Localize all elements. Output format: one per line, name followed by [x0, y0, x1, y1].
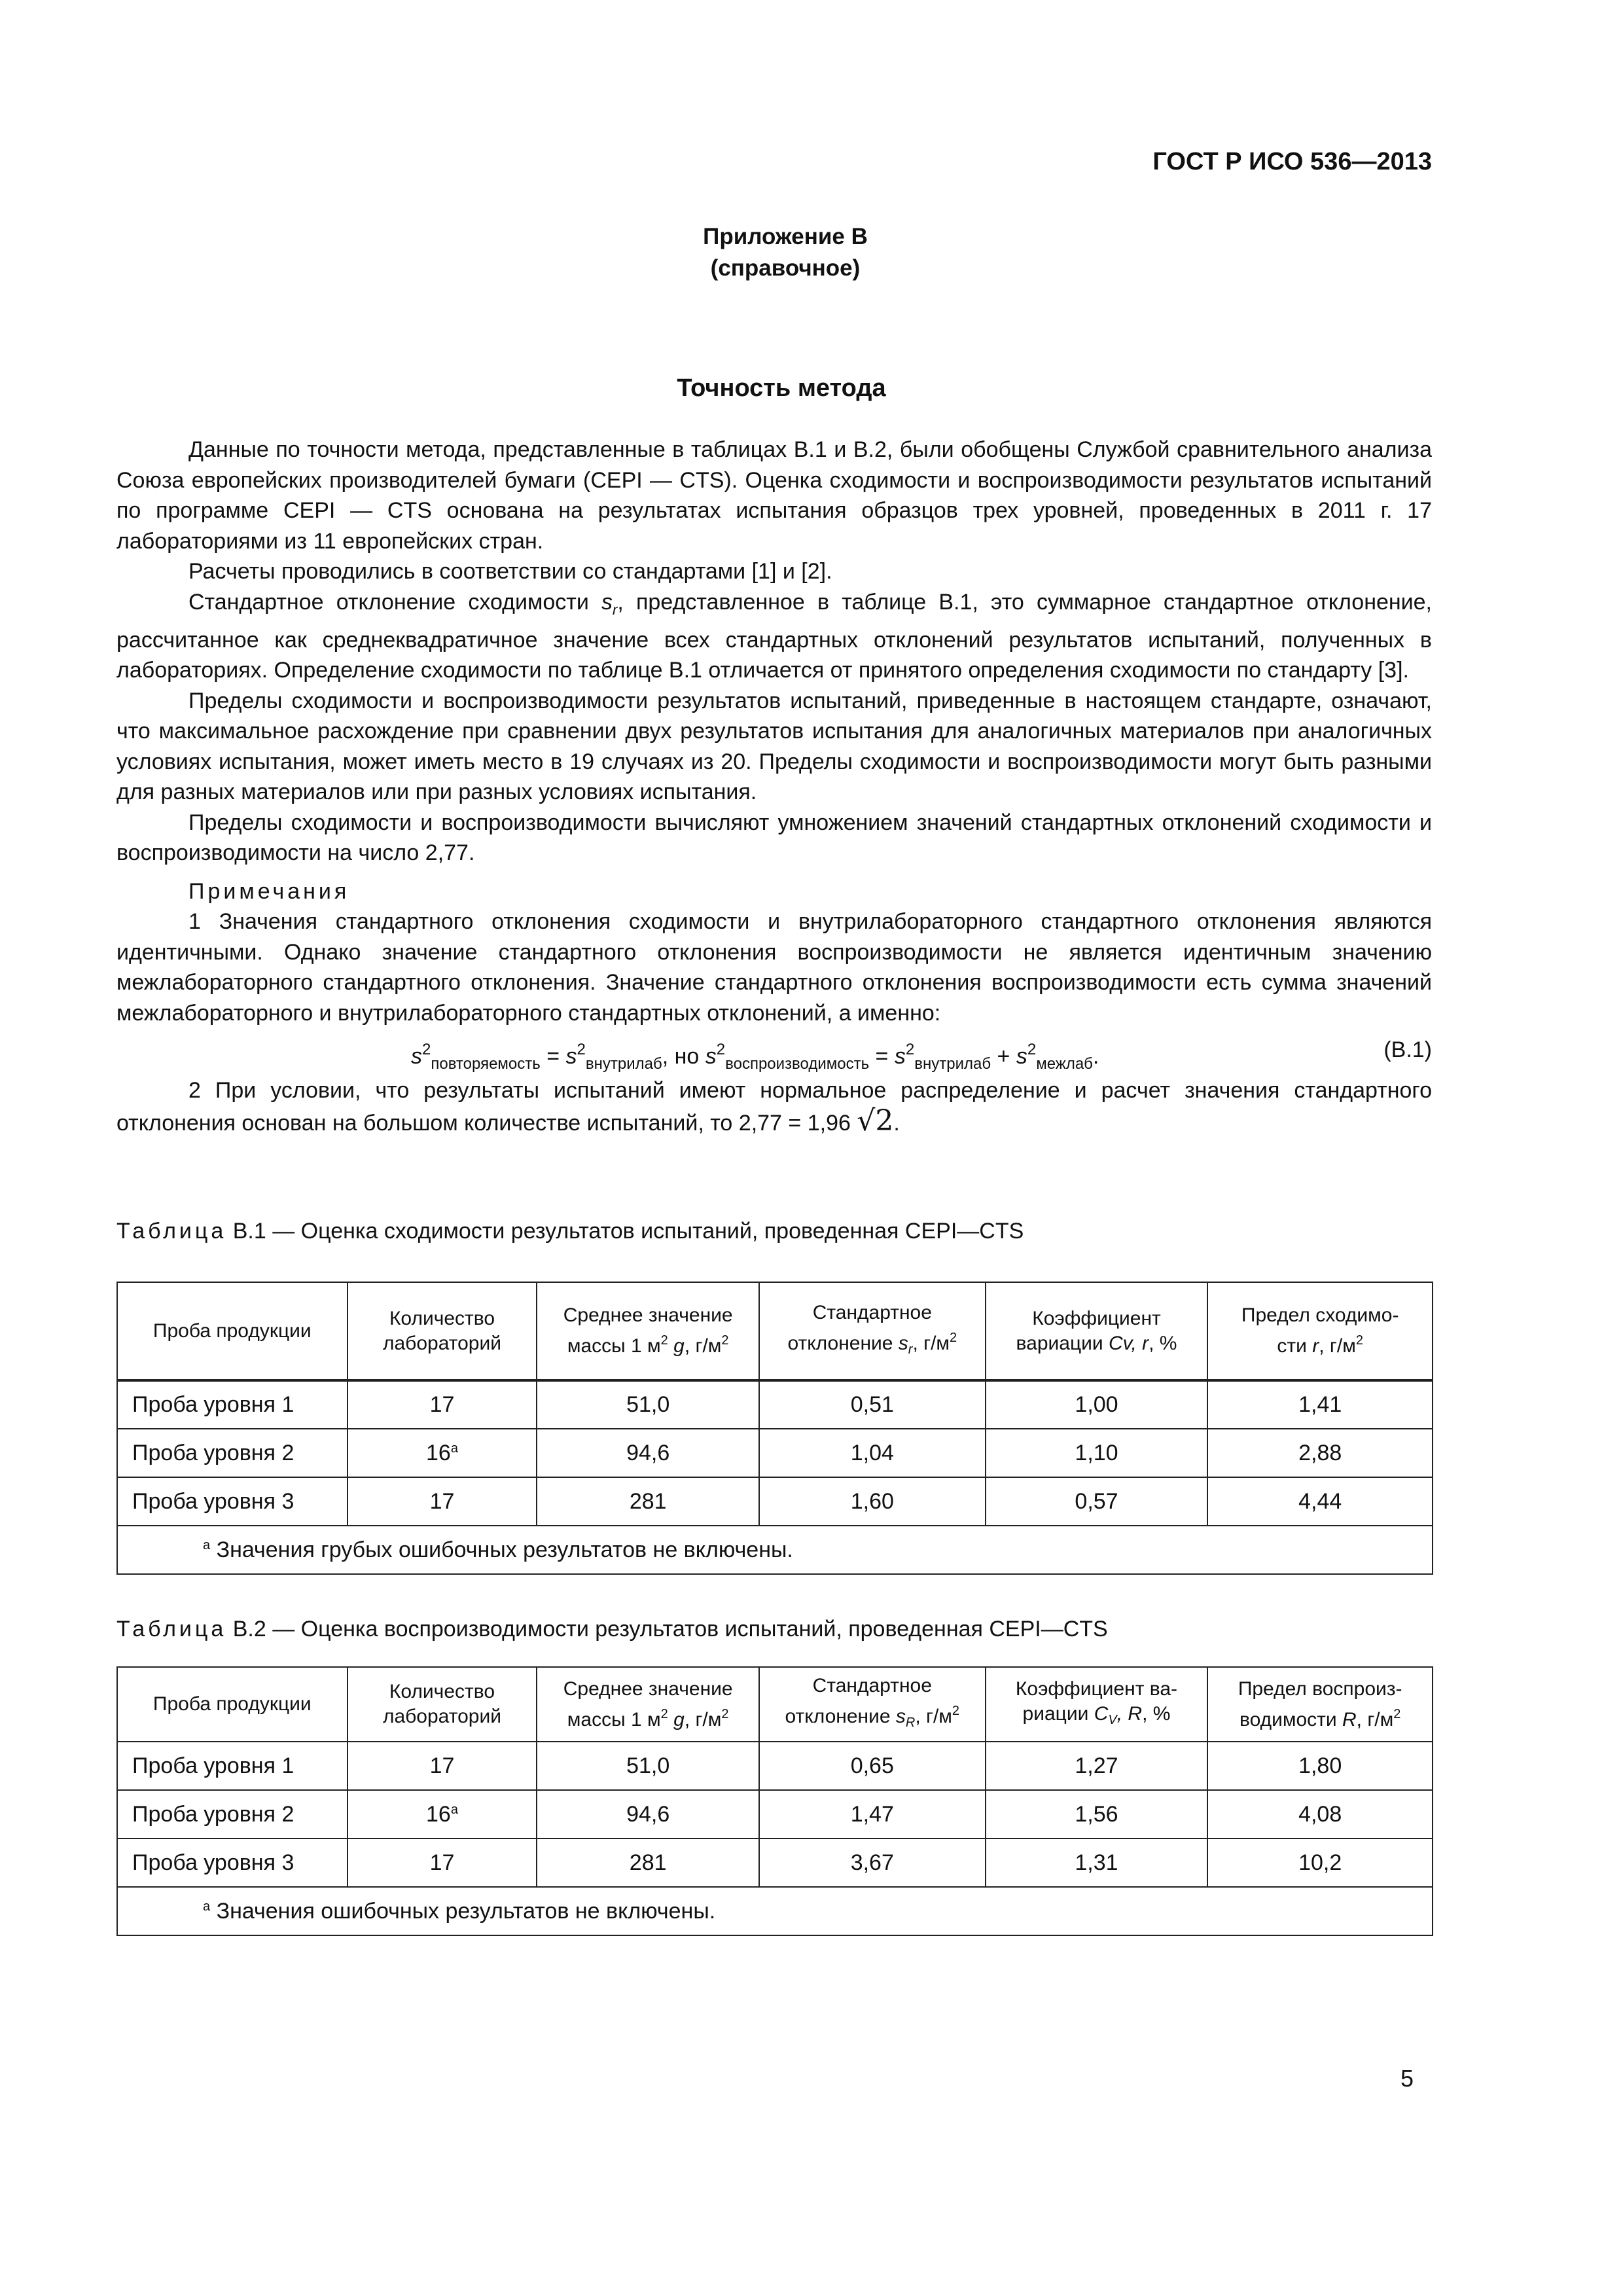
- formula-square: 2: [905, 1041, 915, 1059]
- table-2-caption: [116, 1617, 1108, 1642]
- table-2: [116, 1666, 1433, 1936]
- table-cell-mass: 94,6: [537, 1429, 759, 1477]
- table-cell-cv: 1,56: [986, 1790, 1208, 1839]
- symbol-s: s: [601, 589, 613, 615]
- note-1: 1 Значения стандартного отклонения сходимости и внутрилабораторного стандартного отклонения являются идентичными. Однако значение стандартного отклонения воспроизводимости не является идентичным значению межлабораторного стандартного отклонения. Значение стандартного отклонения воспроизводимости есть сумма значений межлабораторного и внутрилабораторного стандартных отклонений, а именно:: [116, 909, 1432, 1026]
- table-1-header-labs: Количество лабораторий: [348, 1282, 537, 1380]
- formula-sub-intralab: внутрилаб: [914, 1055, 991, 1073]
- table-2-header-labs: Количество лабораторий: [348, 1667, 537, 1742]
- formula-end: .: [1092, 1044, 1099, 1069]
- appendix-title: Приложение В: [703, 224, 868, 249]
- table-2-caption-label: Таблица: [116, 1617, 227, 1641]
- table-1: [116, 1282, 1433, 1575]
- table-cell-limit: 1,80: [1207, 1742, 1433, 1790]
- table-row: [117, 1790, 1433, 1839]
- table-row: [117, 1839, 1433, 1887]
- formula-s: s: [705, 1044, 717, 1069]
- table-cell-sd: 1,04: [759, 1429, 986, 1477]
- table-1-caption: [116, 1219, 1024, 1244]
- formula-square: 2: [716, 1041, 726, 1059]
- formula-s: s: [1016, 1044, 1027, 1069]
- table-cell-cv: 1,00: [986, 1380, 1208, 1429]
- paragraph-3: [116, 587, 1432, 686]
- table-cell-labs: 17: [348, 1742, 537, 1790]
- table-cell-sd: 3,67: [759, 1839, 986, 1887]
- formula-equals: =: [540, 1044, 566, 1069]
- formula-expression: [411, 1035, 1099, 1080]
- table-cell-product: Проба уровня 1: [117, 1380, 348, 1429]
- table-1-header-limit: Предел сходимо- сти r, $г/м^2$: [1207, 1282, 1433, 1380]
- table-cell-product: Проба уровня 2: [117, 1429, 348, 1477]
- table-cell-product: Проба уровня 3: [117, 1839, 348, 1887]
- formula-square: 2: [422, 1041, 431, 1059]
- note-2: [116, 1075, 1432, 1138]
- document-code: ГОСТ Р ИСО 536—2013: [1152, 148, 1432, 175]
- paragraph-3-text-b: , представленное в таблице В.1, это суммарное стандартное отклонение, рассчитанное как среднеквадратичное значение всех стандартных отклонений результатов испытаний, полученных в лабораториях. Определение сходимости по таблице В.1 отличается от принятого определения сходимости по стандарту [3].: [116, 589, 1432, 683]
- table-cell-labs: $16^а$: [348, 1790, 537, 1839]
- table-1-footnote: $^а$ Значения грубых ошибочных результатов не включены.: [117, 1526, 1433, 1574]
- page-number: 5: [1400, 2065, 1414, 2092]
- table-cell-cv: 0,57: [986, 1477, 1208, 1526]
- symbol-sub-r: r: [613, 601, 618, 618]
- note-2-text: 2 При условии, что результаты испытаний имеют нормальное распределение и расчет значения стандартного отклонения основан на большом количестве испытаний, то 2,77 = 1,96: [116, 1078, 1432, 1136]
- table-1-header-mass: Среднее значение массы 1 $м^2$ g, $г/м^2$: [537, 1282, 759, 1380]
- table-2-header-product: Проба продукции: [117, 1667, 348, 1742]
- table-cell-cv: 1,27: [986, 1742, 1208, 1790]
- appendix-heading: [0, 221, 1571, 284]
- table-cell-limit: 1,41: [1207, 1380, 1433, 1429]
- table-cell-mass: 281: [537, 1839, 759, 1887]
- table-cell-labs: $16^а$: [348, 1429, 537, 1477]
- table-cell-limit: 4,08: [1207, 1790, 1433, 1839]
- formula-square: 2: [577, 1041, 586, 1059]
- table-cell-limit: 2,88: [1207, 1429, 1433, 1477]
- formula-s: s: [565, 1044, 577, 1069]
- table-cell-product: Проба уровня 3: [117, 1477, 348, 1526]
- paragraph-5: Пределы сходимости и воспроизводимости вычисляют умножением значений стандартных отклонений сходимости и воспроизводимости на число 2,77.: [116, 810, 1432, 866]
- table-cell-cv: 1,10: [986, 1429, 1208, 1477]
- note-2-end: .: [893, 1110, 900, 1136]
- table-1-header-row: [117, 1282, 1433, 1380]
- table-cell-limit: 4,44: [1207, 1477, 1433, 1526]
- table-1-header-cv: Коэффициент вариации Cv, r, %: [986, 1282, 1208, 1380]
- table-cell-sd: 1,47: [759, 1790, 986, 1839]
- table-cell-labs: 17: [348, 1477, 537, 1526]
- table-cell-product: Проба уровня 2: [117, 1790, 348, 1839]
- table-2-header-sd: Стандартное отклонение $s_R$, $г/м^2$: [759, 1667, 986, 1742]
- appendix-subtitle: (справочное): [710, 255, 861, 281]
- table-cell-sd: 1,60: [759, 1477, 986, 1526]
- table-1-caption-text: В.1 — Оценка сходимости результатов испытаний, проведенная CEPI—CTS: [226, 1219, 1024, 1244]
- table-1-caption-label: Таблица: [116, 1219, 227, 1244]
- table-cell-sd: 0,65: [759, 1742, 986, 1790]
- paragraph-2: Расчеты проводились в соответствии со стандартами [1] и [2].: [188, 559, 832, 584]
- sqrt-two: √2: [857, 1103, 894, 1138]
- paragraph-1: Данные по точности метода, представленные в таблицах В.1 и В.2, были обобщены Службой сравнительного анализа Союза европейских производителей бумаги (CEPI — CTS). Оценка сходимости и воспроизводимости результатов испытаний по программе CEPI — CTS основана на результатах испытания образцов трех уровней, проведенных в 2011 г. 17 лабораториями из 11 европейских стран.: [116, 437, 1432, 554]
- table-cell-labs: 17: [348, 1839, 537, 1887]
- table-2-header-mass: Среднее значение массы 1 $м^2$ g, $г/м^2$: [537, 1667, 759, 1742]
- formula-b1: [116, 1031, 1432, 1073]
- table-cell-mass: 281: [537, 1477, 759, 1526]
- table-row: [117, 1380, 1433, 1429]
- table-cell-product: Проба уровня 1: [117, 1742, 348, 1790]
- table-row: [117, 1742, 1433, 1790]
- table-cell-mass: 51,0: [537, 1742, 759, 1790]
- notes-heading: Примечания: [188, 878, 350, 904]
- formula-sub-interlab: межлаб: [1036, 1055, 1093, 1073]
- formula-sub-intralab: внутрилаб: [585, 1055, 662, 1073]
- formula-equals: =: [869, 1044, 895, 1069]
- table-row: [117, 1477, 1433, 1526]
- table-row: [117, 1429, 1433, 1477]
- table-cell-cv: 1,31: [986, 1839, 1208, 1887]
- formula-number: (В.1): [1383, 1037, 1432, 1063]
- formula-but: , но: [662, 1044, 705, 1069]
- formula-s: s: [411, 1044, 422, 1069]
- table-2-header-row: [117, 1667, 1433, 1742]
- table-cell-labs: 17: [348, 1380, 537, 1429]
- table-2-caption-text: В.2 — Оценка воспроизводимости результатов испытаний, проведенная CEPI—CTS: [226, 1617, 1108, 1641]
- formula-s: s: [894, 1044, 906, 1069]
- section-title: Точность метода: [677, 374, 886, 402]
- table-1-footnote-row: [117, 1526, 1433, 1574]
- table-cell-mass: 51,0: [537, 1380, 759, 1429]
- table-2-footnote: $^а$ Значения ошибочных результатов не включены.: [117, 1887, 1433, 1935]
- formula-square: 2: [1027, 1041, 1037, 1059]
- body-text: [116, 435, 1432, 1138]
- paragraph-4: Пределы сходимости и воспроизводимости результатов испытаний, приведенные в настоящем стандарте, означают, что максимальное расхождение при сравнении двух результатов испытания для аналогичных материалов при аналогичных условиях испытания, может иметь место в 19 случаях из 20. Пределы сходимости и воспроизводимости могут быть разными для разных материалов или при разных условиях испытания.: [116, 688, 1432, 805]
- paragraph-3-text-a: Стандартное отклонение сходимости: [188, 589, 602, 615]
- formula-plus: +: [991, 1044, 1016, 1069]
- table-2-footnote-row: [117, 1887, 1433, 1935]
- table-1-header-sd: Стандартное отклонение $s_r$, $г/м^2$: [759, 1282, 986, 1380]
- table-2-header-cv: Коэффициент ва- риации $C_V$, R, %: [986, 1667, 1208, 1742]
- table-cell-mass: 94,6: [537, 1790, 759, 1839]
- table-1-header-product: Проба продукции: [117, 1282, 348, 1380]
- formula-sub-repeatability: повторяемость: [431, 1055, 541, 1073]
- table-cell-limit: 10,2: [1207, 1839, 1433, 1887]
- table-2-header-limit: Предел воспроиз- водимости R, $г/м^2$: [1207, 1667, 1433, 1742]
- table-cell-sd: 0,51: [759, 1380, 986, 1429]
- formula-sub-reproducibility: воспроизводимость: [725, 1055, 870, 1073]
